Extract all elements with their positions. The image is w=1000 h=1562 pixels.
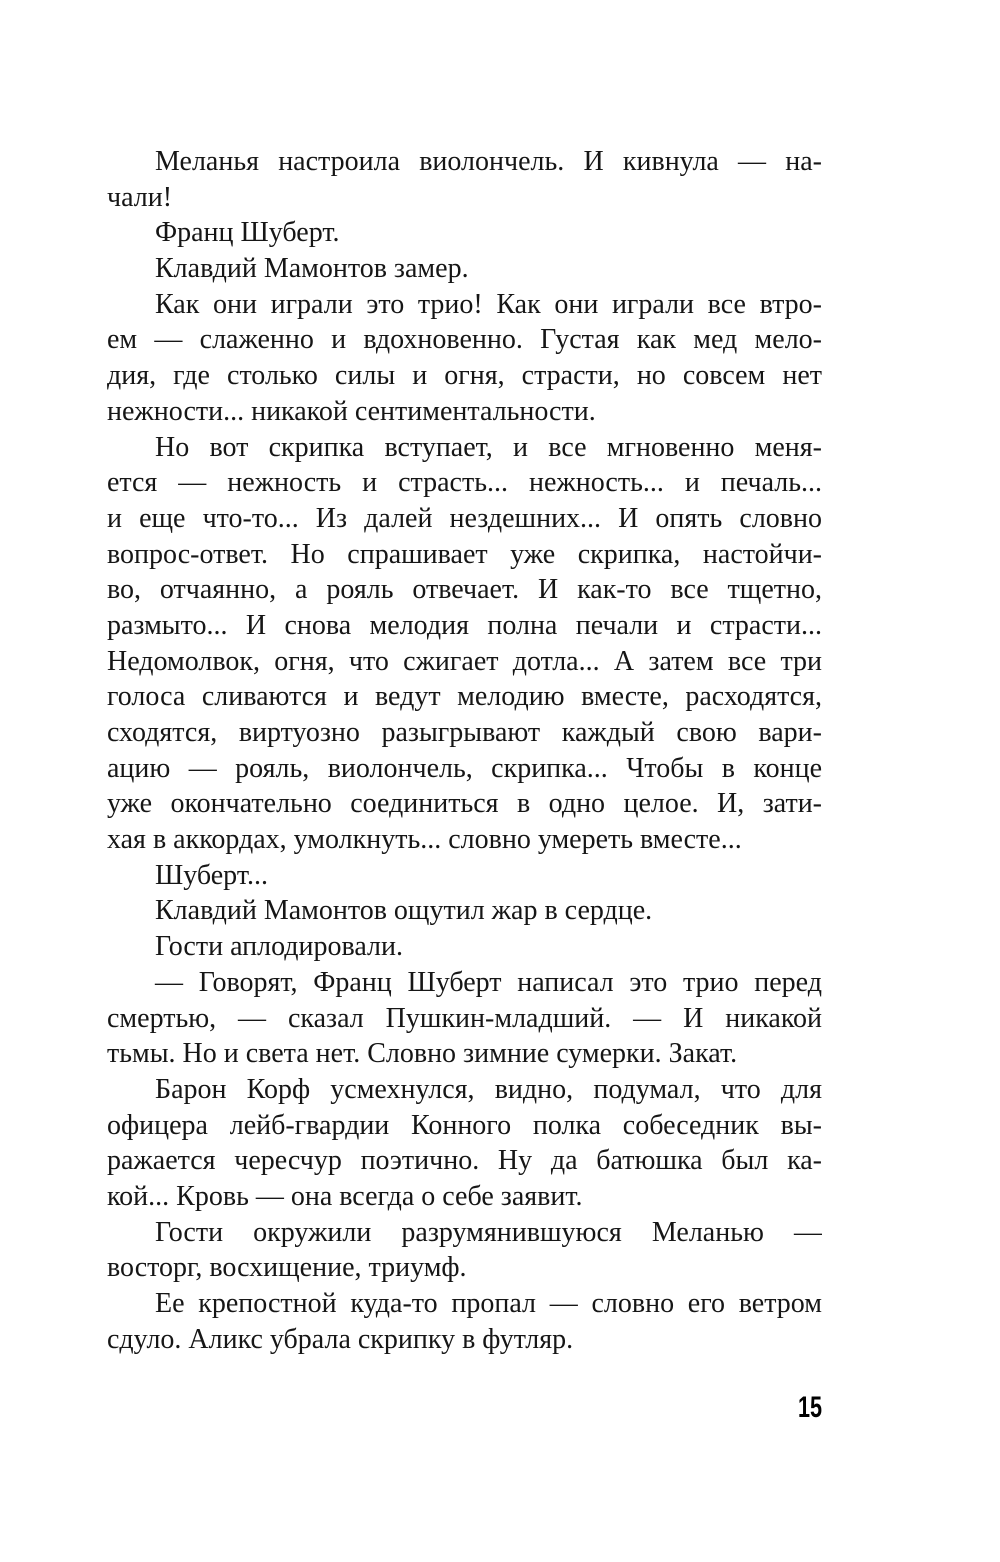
text-line: Меланья настроила виолончель. И кивнула — на-	[155, 146, 822, 177]
text-line: Клавдий Мамонтов ощутил жар в сердце.	[155, 895, 653, 927]
text-line: уже окончательно соединиться в одно целое. И, зати-	[107, 788, 822, 820]
text-line: ацию — рояль, виолончель, скрипка... Чтобы в конце	[107, 752, 822, 784]
page-number: 15	[797, 1391, 822, 1424]
text-line: ражается чересчур поэтично. Ну да батюшка был ка-	[107, 1145, 822, 1177]
text-line: смертью, — сказал Пушкин-младший. — И никакой	[107, 1002, 822, 1034]
text-line: размыто... И снова мелодия полна печали и страсти...	[107, 609, 822, 641]
text-line: и еще что-то... Из далей нездешних... И опять словно	[107, 502, 822, 534]
text-line: Ее крепостной куда-то пропал — словно его ветром	[155, 1288, 822, 1319]
text-line: Шуберт...	[155, 859, 268, 891]
text-line: кой... Кровь — она всегда о себе заявит.	[107, 1180, 583, 1212]
text-line: ем — слаженно и вдохновенно. Густая как мед мело-	[107, 324, 822, 356]
text-line: Но вот скрипка вступает, и все мгновенно меня-	[155, 431, 822, 463]
text-line: нежности... никакой сентиментальности.	[107, 395, 596, 427]
text-line: тьмы. Но и света нет. Словно зимние сумерки. Закат.	[107, 1038, 738, 1070]
text-line: во, отчаянно, а рояль отвечает. И как-то все тщетно,	[107, 574, 822, 606]
text-line: Гости окружили разрумянившуюся Меланью —	[155, 1216, 822, 1248]
text-line: голоса сливаются и ведут мелодию вместе, расходятся,	[107, 681, 822, 713]
text-line: восторг, восхищение, триумф.	[107, 1252, 467, 1284]
text-line: Франц Шуберт.	[155, 217, 340, 249]
text-line: вопрос-ответ. Но спрашивает уже скрипка, настойчи-	[107, 538, 822, 570]
text-line: Как они играли это трио! Как они играли все втро-	[155, 288, 822, 320]
text-line: Недомолвок, огня, что сжигает дотла... А затем все три	[107, 645, 822, 677]
text-line: Барон Корф усмехнулся, видно, подумал, что для	[155, 1073, 822, 1105]
text-line: хая в аккордах, умолкнуть... словно умереть вместе...	[107, 824, 742, 856]
body-text	[107, 144, 822, 1357]
text-line: офицера лейб-гвардии Конного полка собеседник вы-	[107, 1109, 822, 1141]
text-line: чали!	[107, 181, 173, 213]
text-line: Клавдий Мамонтов замер.	[155, 253, 469, 285]
text-line: ется — нежность и страсть... нежность... и печаль...	[107, 467, 822, 499]
text-line: сходятся, виртуозно разыгрывают каждый свою вари-	[107, 717, 822, 748]
text-line: дия, где столько силы и огня, страсти, но совсем нет	[107, 360, 822, 392]
text-line: Гости аплодировали.	[155, 931, 403, 963]
text-line: — Говорят, Франц Шуберт написал это трио перед	[155, 966, 822, 998]
text-line: сдуло. Аликс убрала скрипку в футляр.	[107, 1323, 574, 1355]
